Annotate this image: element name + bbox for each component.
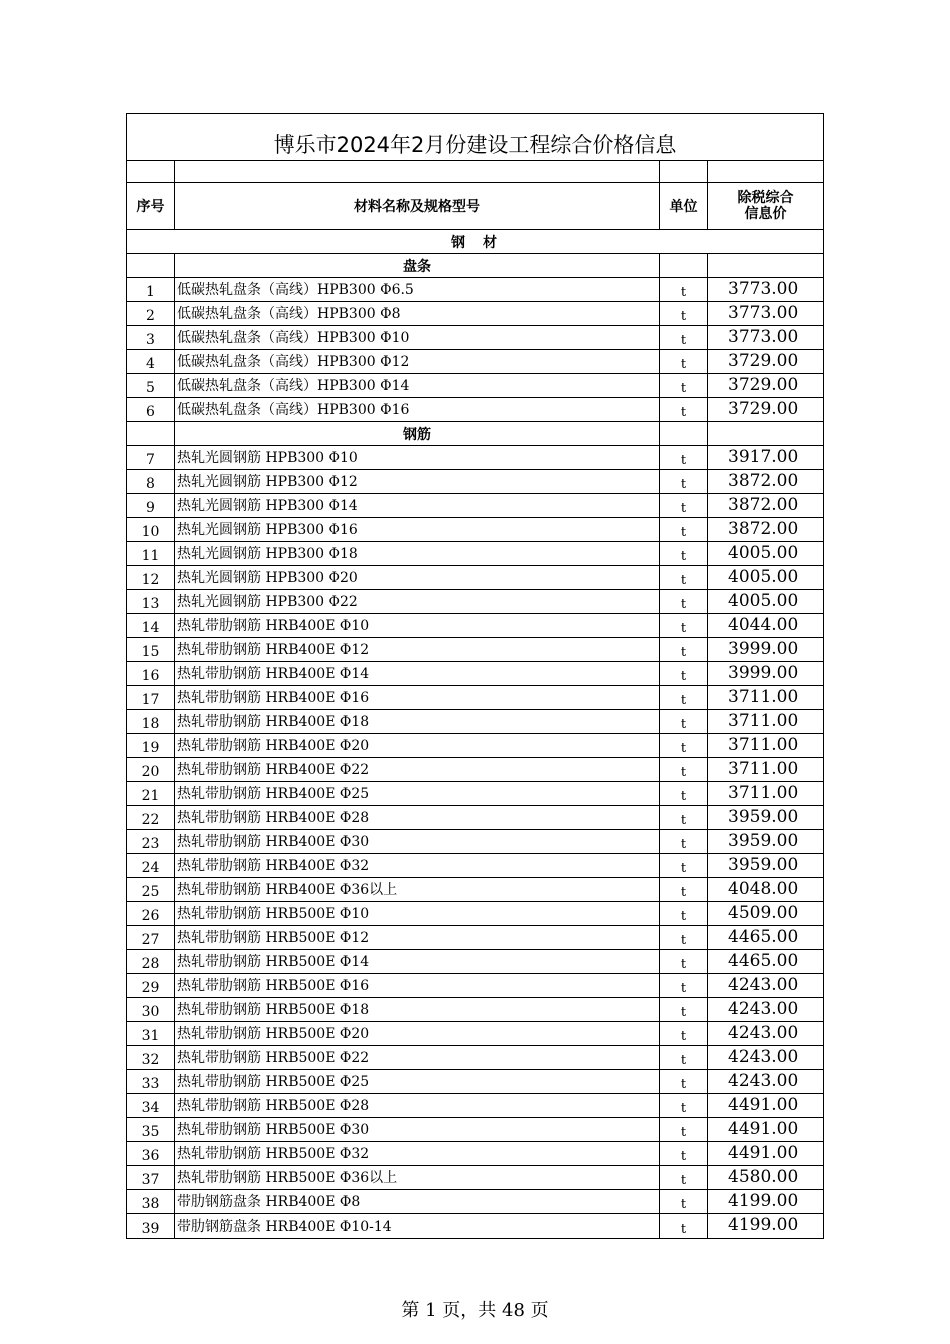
row-unit: t — [660, 398, 708, 421]
row-seq: 33 — [127, 1070, 175, 1093]
row-unit: t — [660, 542, 708, 565]
row-name: 热轧带肋钢筋 HRB500E Φ22 — [175, 1046, 660, 1069]
row-unit: t — [660, 734, 708, 757]
row-seq: 7 — [127, 446, 175, 469]
row-name: 热轧带肋钢筋 HRB500E Φ18 — [175, 998, 660, 1021]
row-unit: t — [660, 470, 708, 493]
table-row — [127, 710, 823, 734]
row-name: 低碳热轧盘条（高线）HPB300 Φ6.5 — [175, 278, 660, 301]
row-seq: 10 — [127, 518, 175, 541]
row-name: 热轧带肋钢筋 HRB400E Φ14 — [175, 662, 660, 685]
row-name: 热轧带肋钢筋 HRB500E Φ36以上 — [175, 1166, 660, 1189]
row-seq: 23 — [127, 830, 175, 853]
row-name: 热轧带肋钢筋 HRB500E Φ12 — [175, 926, 660, 949]
row-unit: t — [660, 782, 708, 805]
row-seq: 9 — [127, 494, 175, 517]
table-row — [127, 854, 823, 878]
row-unit: t — [660, 1022, 708, 1045]
row-seq: 32 — [127, 1046, 175, 1069]
table-row — [127, 758, 823, 782]
row-price: 4243.00 — [728, 1071, 799, 1091]
row-unit: t — [660, 326, 708, 349]
row-name: 热轧带肋钢筋 HRB400E Φ18 — [175, 710, 660, 733]
row-price: 3729.00 — [728, 399, 799, 419]
table-row — [127, 1094, 823, 1118]
row-seq: 25 — [127, 878, 175, 901]
table-row — [127, 374, 823, 398]
row-unit: t — [660, 638, 708, 661]
row-seq: 30 — [127, 998, 175, 1021]
row-seq: 29 — [127, 974, 175, 997]
row-unit: t — [660, 278, 708, 301]
table-row — [127, 878, 823, 902]
row-seq: 31 — [127, 1022, 175, 1045]
row-price: 3872.00 — [728, 519, 799, 539]
row-price: 4243.00 — [728, 975, 799, 995]
row-unit: t — [660, 374, 708, 397]
row-price: 3773.00 — [728, 303, 799, 323]
row-unit: t — [660, 614, 708, 637]
table-row — [127, 1046, 823, 1070]
row-unit: t — [660, 686, 708, 709]
row-seq: 2 — [127, 302, 175, 325]
row-price: 4465.00 — [728, 927, 799, 947]
table-row — [127, 518, 823, 542]
table-row — [127, 398, 823, 422]
row-unit: t — [660, 1214, 708, 1238]
row-unit: t — [660, 710, 708, 733]
row-unit: t — [660, 1046, 708, 1069]
table-row — [127, 998, 823, 1022]
row-seq: 24 — [127, 854, 175, 877]
section-header-row — [127, 254, 823, 278]
row-seq: 16 — [127, 662, 175, 685]
row-unit: t — [660, 830, 708, 853]
table-row — [127, 326, 823, 350]
table-row — [127, 446, 823, 470]
table-row — [127, 278, 823, 302]
row-name: 热轧带肋钢筋 HRB400E Φ28 — [175, 806, 660, 829]
row-unit: t — [660, 974, 708, 997]
table-row — [127, 782, 823, 806]
row-unit: t — [660, 566, 708, 589]
row-name: 热轧带肋钢筋 HRB500E Φ10 — [175, 902, 660, 925]
row-seq: 11 — [127, 542, 175, 565]
table-row — [127, 1070, 823, 1094]
row-price: 3999.00 — [728, 639, 799, 659]
row-unit: t — [660, 590, 708, 613]
page-footer: 第 1 页，共 48 页 — [401, 1300, 549, 1321]
row-price: 4509.00 — [728, 903, 799, 923]
row-unit: t — [660, 446, 708, 469]
row-seq: 20 — [127, 758, 175, 781]
row-price: 3959.00 — [728, 807, 799, 827]
row-unit: t — [660, 902, 708, 925]
row-price: 3773.00 — [728, 279, 799, 299]
row-seq: 6 — [127, 398, 175, 421]
row-price: 3711.00 — [728, 783, 799, 803]
row-seq: 22 — [127, 806, 175, 829]
table-row — [127, 1214, 823, 1238]
table-row — [127, 470, 823, 494]
header-name: 材料名称及规格型号 — [175, 183, 660, 229]
row-name: 低碳热轧盘条（高线）HPB300 Φ8 — [175, 302, 660, 325]
row-name: 热轧光圆钢筋 HPB300 Φ12 — [175, 470, 660, 493]
row-price: 3917.00 — [728, 447, 799, 467]
row-unit: t — [660, 854, 708, 877]
row-name: 热轧光圆钢筋 HPB300 Φ10 — [175, 446, 660, 469]
row-price: 3959.00 — [728, 855, 799, 875]
row-unit: t — [660, 950, 708, 973]
table-row — [127, 1118, 823, 1142]
row-seq: 38 — [127, 1190, 175, 1213]
row-price: 4005.00 — [728, 567, 799, 587]
table-row — [127, 350, 823, 374]
table-row — [127, 902, 823, 926]
row-name: 热轧光圆钢筋 HPB300 Φ16 — [175, 518, 660, 541]
row-price: 3959.00 — [728, 831, 799, 851]
row-name: 热轧带肋钢筋 HRB400E Φ25 — [175, 782, 660, 805]
row-seq: 37 — [127, 1166, 175, 1189]
row-seq: 34 — [127, 1094, 175, 1117]
table-row — [127, 1142, 823, 1166]
row-price: 4465.00 — [728, 951, 799, 971]
row-name: 热轧带肋钢筋 HRB400E Φ36以上 — [175, 878, 660, 901]
category-label: 钢 材 — [451, 234, 499, 251]
row-name: 热轧带肋钢筋 HRB400E Φ10 — [175, 614, 660, 637]
table-row — [127, 734, 823, 758]
row-price: 4243.00 — [728, 1023, 799, 1043]
row-price: 3711.00 — [728, 687, 799, 707]
row-price: 3773.00 — [728, 327, 799, 347]
row-seq: 4 — [127, 350, 175, 373]
table-row — [127, 302, 823, 326]
row-unit: t — [660, 878, 708, 901]
row-price: 4243.00 — [728, 999, 799, 1019]
row-unit: t — [660, 1070, 708, 1093]
table-row — [127, 638, 823, 662]
row-unit: t — [660, 998, 708, 1021]
row-name: 热轧带肋钢筋 HRB400E Φ20 — [175, 734, 660, 757]
row-price: 3729.00 — [728, 351, 799, 371]
table-row — [127, 806, 823, 830]
row-seq: 5 — [127, 374, 175, 397]
row-price: 4199.00 — [728, 1215, 799, 1235]
row-name: 热轧带肋钢筋 HRB500E Φ25 — [175, 1070, 660, 1093]
section-name: 盘条 — [175, 254, 660, 277]
table-row — [127, 1022, 823, 1046]
row-price: 4005.00 — [728, 543, 799, 563]
row-price: 4243.00 — [728, 1047, 799, 1067]
row-price: 4005.00 — [728, 591, 799, 611]
row-name: 热轧带肋钢筋 HRB500E Φ16 — [175, 974, 660, 997]
row-seq: 12 — [127, 566, 175, 589]
row-price: 4491.00 — [728, 1095, 799, 1115]
table-row — [127, 542, 823, 566]
table-row — [127, 662, 823, 686]
row-unit: t — [660, 1118, 708, 1141]
row-name: 热轧带肋钢筋 HRB500E Φ32 — [175, 1142, 660, 1165]
row-name: 热轧光圆钢筋 HPB300 Φ22 — [175, 590, 660, 613]
row-unit: t — [660, 1094, 708, 1117]
row-name: 带肋钢筋盘条 HRB400E Φ10-14 — [175, 1214, 660, 1238]
table-row — [127, 494, 823, 518]
row-seq: 28 — [127, 950, 175, 973]
header-price-text: 除税综合信息价 — [737, 190, 794, 222]
row-unit: t — [660, 662, 708, 685]
row-unit: t — [660, 350, 708, 373]
table-row — [127, 614, 823, 638]
row-name: 低碳热轧盘条（高线）HPB300 Φ10 — [175, 326, 660, 349]
row-seq: 36 — [127, 1142, 175, 1165]
row-name: 热轧带肋钢筋 HRB400E Φ16 — [175, 686, 660, 709]
row-price: 3711.00 — [728, 759, 799, 779]
table-row — [127, 950, 823, 974]
row-name: 低碳热轧盘条（高线）HPB300 Φ14 — [175, 374, 660, 397]
row-seq: 35 — [127, 1118, 175, 1141]
row-unit: t — [660, 926, 708, 949]
row-price: 3711.00 — [728, 735, 799, 755]
header-seq: 序号 — [127, 183, 175, 229]
row-price: 4044.00 — [728, 615, 799, 635]
row-name: 热轧带肋钢筋 HRB400E Φ30 — [175, 830, 660, 853]
row-unit: t — [660, 518, 708, 541]
table-header-row — [127, 183, 823, 230]
row-seq: 14 — [127, 614, 175, 637]
row-name: 热轧光圆钢筋 HPB300 Φ14 — [175, 494, 660, 517]
row-seq: 13 — [127, 590, 175, 613]
row-name: 热轧带肋钢筋 HRB500E Φ28 — [175, 1094, 660, 1117]
row-unit: t — [660, 1166, 708, 1189]
table-title-row — [127, 114, 823, 161]
table-row — [127, 686, 823, 710]
row-price: 3999.00 — [728, 663, 799, 683]
table-row — [127, 926, 823, 950]
row-unit: t — [660, 806, 708, 829]
row-name: 带肋钢筋盘条 HRB400E Φ8 — [175, 1190, 660, 1213]
row-price: 4199.00 — [728, 1191, 799, 1211]
row-seq: 18 — [127, 710, 175, 733]
row-unit: t — [660, 1142, 708, 1165]
table-row — [127, 590, 823, 614]
row-seq: 21 — [127, 782, 175, 805]
row-seq: 3 — [127, 326, 175, 349]
category-row — [127, 230, 823, 254]
row-seq: 26 — [127, 902, 175, 925]
row-seq: 39 — [127, 1214, 175, 1238]
header-unit: 单位 — [660, 183, 708, 229]
row-price: 3872.00 — [728, 471, 799, 491]
row-seq: 15 — [127, 638, 175, 661]
row-seq: 17 — [127, 686, 175, 709]
row-seq: 19 — [127, 734, 175, 757]
section-name: 钢筋 — [175, 422, 660, 445]
row-price: 4491.00 — [728, 1143, 799, 1163]
row-seq: 1 — [127, 278, 175, 301]
row-name: 热轧带肋钢筋 HRB400E Φ12 — [175, 638, 660, 661]
header-price — [708, 183, 823, 229]
row-price: 4491.00 — [728, 1119, 799, 1139]
row-unit: t — [660, 302, 708, 325]
page-title: 博乐市2024年2月份建设工程综合价格信息 — [273, 133, 677, 157]
table-row — [127, 1190, 823, 1214]
table-row — [127, 830, 823, 854]
table-row — [127, 1166, 823, 1190]
row-seq: 27 — [127, 926, 175, 949]
price-table — [126, 113, 824, 1239]
row-unit: t — [660, 1190, 708, 1213]
row-unit: t — [660, 494, 708, 517]
row-name: 热轧带肋钢筋 HRB500E Φ30 — [175, 1118, 660, 1141]
row-name: 热轧光圆钢筋 HPB300 Φ18 — [175, 542, 660, 565]
row-price: 3872.00 — [728, 495, 799, 515]
row-name: 低碳热轧盘条（高线）HPB300 Φ16 — [175, 398, 660, 421]
row-name: 热轧带肋钢筋 HRB500E Φ14 — [175, 950, 660, 973]
row-price: 3711.00 — [728, 711, 799, 731]
blank-row — [127, 161, 823, 183]
row-price: 4580.00 — [728, 1167, 799, 1187]
section-header-row — [127, 422, 823, 446]
row-price: 3729.00 — [728, 375, 799, 395]
row-name: 热轧带肋钢筋 HRB400E Φ32 — [175, 854, 660, 877]
row-seq: 8 — [127, 470, 175, 493]
row-name: 低碳热轧盘条（高线）HPB300 Φ12 — [175, 350, 660, 373]
row-price: 4048.00 — [728, 879, 799, 899]
row-name: 热轧带肋钢筋 HRB500E Φ20 — [175, 1022, 660, 1045]
row-unit: t — [660, 758, 708, 781]
row-name: 热轧带肋钢筋 HRB400E Φ22 — [175, 758, 660, 781]
table-row — [127, 566, 823, 590]
table-row — [127, 974, 823, 998]
row-name: 热轧光圆钢筋 HPB300 Φ20 — [175, 566, 660, 589]
